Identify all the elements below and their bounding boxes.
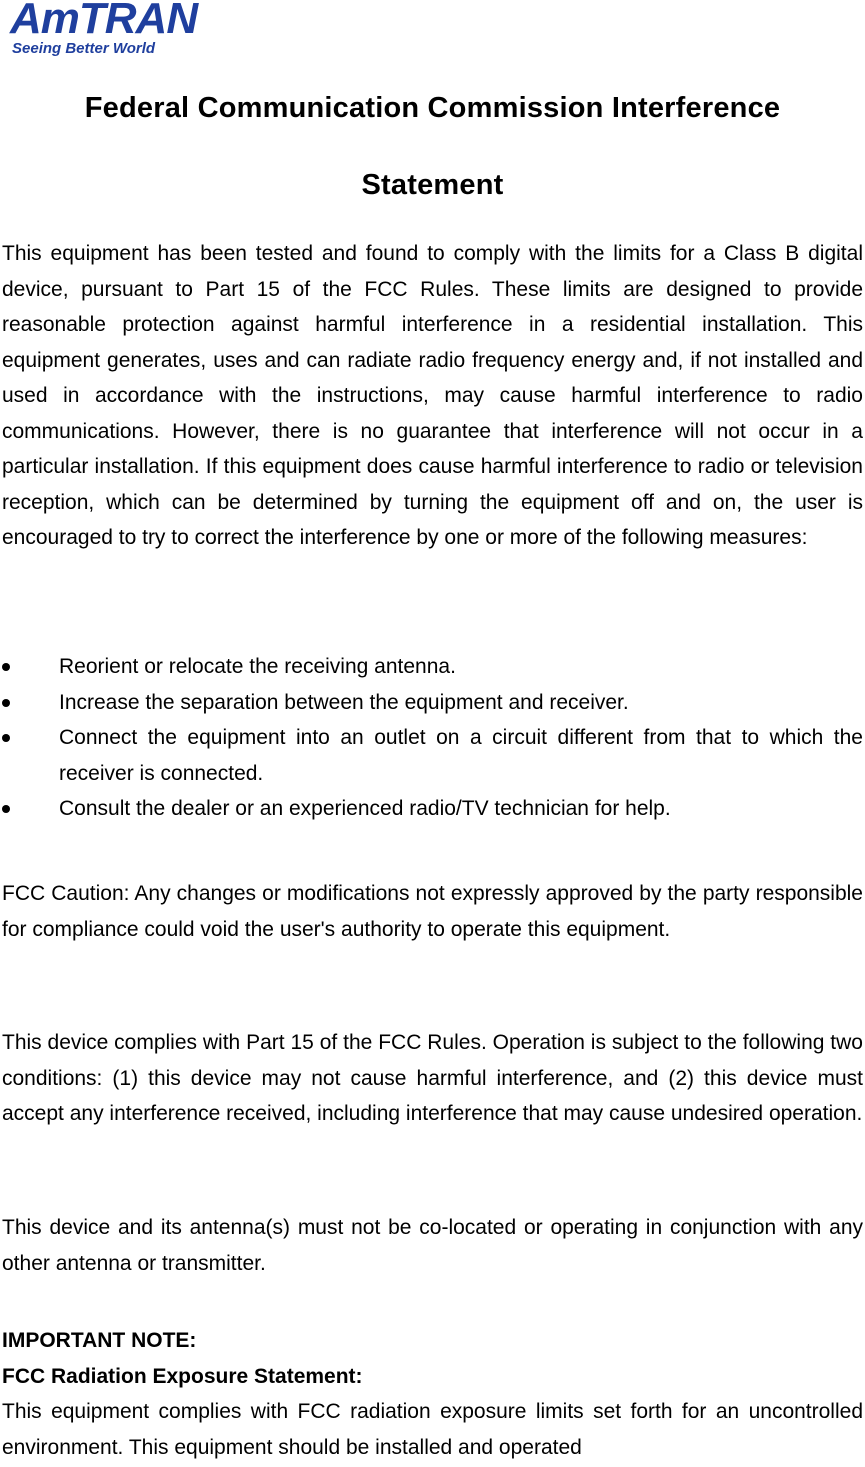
antenna-paragraph: This device and its antenna(s) must not be co-located or operating in conjunction with any other antenna or transmitter. bbox=[2, 1216, 863, 1275]
important-note-heading: IMPORTANT NOTE: bbox=[2, 1329, 197, 1352]
logo-brand: AmTRAN bbox=[10, 0, 198, 43]
list-item bbox=[2, 649, 863, 685]
list-item bbox=[2, 791, 863, 827]
amtran-logo bbox=[4, 0, 224, 64]
list-item-text: Connect the equipment into an outlet on a circuit different from that to which the receiver is connected. bbox=[59, 726, 863, 785]
radiation-exposure-heading: FCC Radiation Exposure Statement: bbox=[2, 1365, 363, 1388]
list-item-text: Consult the dealer or an experienced radio/TV technician for help. bbox=[59, 797, 671, 820]
list-item bbox=[2, 720, 863, 791]
list-item-text: Reorient or relocate the receiving antenna. bbox=[59, 655, 456, 678]
bullet-icon bbox=[2, 699, 10, 707]
measures-list bbox=[2, 649, 863, 827]
part15-paragraph: This device complies with Part 15 of the FCC Rules. Operation is subject to the following two conditions: (1) this device may not cause harmful interference, and (2) this device must accept any interference received, including interference that may cause undesired operation. bbox=[2, 1031, 863, 1125]
compliance-paragraph: This equipment has been tested and found to comply with the limits for a Class B digital device, pursuant to Part 15 of the FCC Rules. These limits are designed to provide reasonable protection against harmful interference in a residential installation. This equipment generates, uses and can radiate radio frequency energy and, if not installed and used in accordance with the instructions, may cause harmful interference to radio communications. However, there is no guarantee that interference will not occur in a particular installation. If this equipment does cause harmful interference to radio or television reception, which can be determined by turning the equipment off and on, the user is encouraged to try to correct the interference by one or more of the following measures: bbox=[2, 242, 863, 549]
fcc-caution-paragraph: FCC Caution: Any changes or modifications not expressly approved by the party responsible for compliance could void the user's authority to operate this equipment. bbox=[2, 882, 863, 941]
radiation-exposure-paragraph: This equipment complies with FCC radiation exposure limits set forth for an uncontrolled environment. This equipment should be installed and operated bbox=[2, 1400, 863, 1459]
bullet-icon bbox=[2, 663, 10, 671]
bullet-icon bbox=[2, 805, 10, 813]
list-item bbox=[2, 685, 863, 721]
bullet-icon bbox=[2, 734, 10, 742]
page-title-line-2: Statement bbox=[361, 169, 504, 201]
logo-tagline: Seeing Better World bbox=[12, 40, 156, 57]
list-item-text: Increase the separation between the equipment and receiver. bbox=[59, 690, 629, 714]
page-title-line-1: Federal Communication Commission Interference bbox=[84, 92, 781, 124]
